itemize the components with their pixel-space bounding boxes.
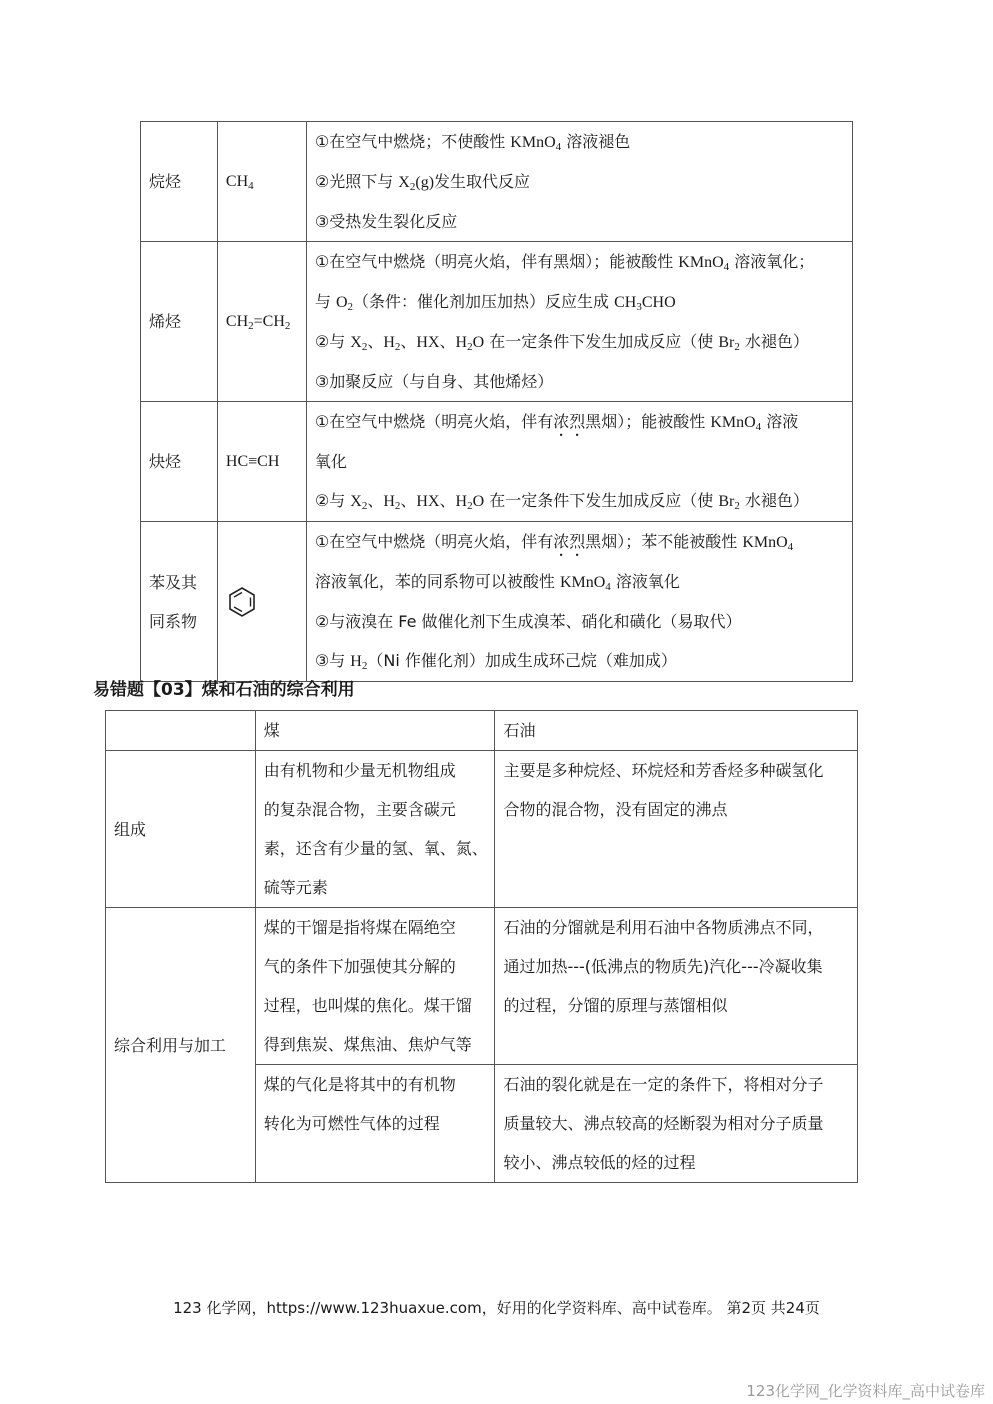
row-formula xyxy=(217,522,306,682)
property-line: ③加聚反应（与自身、其他烯烃） xyxy=(314,372,554,391)
row-name: 烯烃 xyxy=(141,242,218,402)
coal-processing-gasification: 煤的气化是将其中的有机物 转化为可燃性气体的过程 xyxy=(255,1065,495,1183)
table-row xyxy=(106,751,858,908)
table-header-row xyxy=(106,711,858,751)
row-properties xyxy=(306,522,852,682)
table-row xyxy=(106,908,858,1065)
row-label-composition: 组成 xyxy=(106,751,256,908)
header-cell-empty xyxy=(106,711,256,751)
property-line: ②与 $X_2$、$H_2$、HX、$H_2O$ 在一定条件下发生加成反应（使 $Br_2$ 水褪色） xyxy=(314,491,809,512)
oil-processing-cracking: 石油的裂化就是在一定的条件下，将相对分子 质量较大、沸点较高的烃断裂为相对分子质量 较小、沸点较低的烃的过程 xyxy=(495,1065,858,1183)
benzene-ring-icon xyxy=(226,586,258,618)
property-line: ③受热发生裂化反应 xyxy=(314,212,458,231)
row-formula: $CH_4$ xyxy=(217,122,306,242)
hydrocarbon-properties-table xyxy=(140,121,853,682)
row-formula: HC≡CH xyxy=(217,402,306,522)
table-row xyxy=(141,402,853,522)
table-row xyxy=(141,242,853,402)
row-formula: $CH_2=CH_2$ xyxy=(217,242,306,402)
property-line: 与 $O_2$（条件：催化剂加压加热）反应生成 $CH_3CHO$ xyxy=(314,292,676,313)
coal-processing-distillation: 煤的干馏是指将煤在隔绝空 气的条件下加强使其分解的 过程，也叫煤的焦化。煤干馏 得到焦炭、煤焦油、焦炉气等 xyxy=(255,908,495,1065)
property-line: ②与 $X_2$、$H_2$、HX、$H_2O$ 在一定条件下发生加成反应（使 $Br_2$ 水褪色） xyxy=(314,332,809,353)
property-line: ③与 $H_2(Ni$ 作催化剂）加成生成环己烷（难加成） xyxy=(314,651,677,672)
row-properties xyxy=(306,242,852,402)
watermark: 123化学网_化学资料库_高中试卷库 xyxy=(746,1382,985,1400)
coal-composition: 由有机物和少量无机物组成 的复杂混合物，主要含碳元 素，还含有少量的氢、氧、氮、 硫等元素 xyxy=(255,751,495,908)
oil-composition: 主要是多种烷烃、环烷烃和芳香烃多种碳氢化 合物的混合物，没有固定的沸点 xyxy=(495,751,858,908)
row-properties xyxy=(306,122,852,242)
oil-processing-fractionation: 石油的分馏就是利用石油中各物质沸点不同， 通过加热---(低沸点的物质先)汽化---冷凝收集 的过程，分馏的原理与蒸馏相似 xyxy=(495,908,858,1065)
row-label-processing: 综合利用与加工 xyxy=(106,908,256,1183)
property-line: ①在空气中燃烧；不使酸性 KMnO$_4$ 溶液褪色 xyxy=(314,132,631,153)
property-line: ①在空气中燃烧（明亮火焰，伴有浓烈黑烟）；苯不能被酸性 KMnO$_4$ xyxy=(314,532,794,553)
row-name: 苯及其 同系物 xyxy=(141,522,218,682)
row-name: 烷烃 xyxy=(141,122,218,242)
property-line: ②与液溴在 Fe 做催化剂下生成溴苯、硝化和磺化（易取代） xyxy=(314,612,742,631)
property-line: ①在空气中燃烧（明亮火焰，伴有黑烟）；能被酸性 KMnO$_4$ 溶液氧化； xyxy=(314,252,815,273)
header-cell-oil: 石油 xyxy=(495,711,858,751)
row-name: 炔烃 xyxy=(141,402,218,522)
row-properties xyxy=(306,402,852,522)
coal-oil-table xyxy=(105,710,858,1183)
property-line: ①在空气中燃烧（明亮火焰，伴有浓烈黑烟）；能被酸性 KMnO$_4$ 溶液 xyxy=(314,412,799,433)
property-line: 溶液氧化，苯的同系物可以被酸性 KMnO$_4$ 溶液氧化 xyxy=(314,572,680,593)
header-cell-coal: 煤 xyxy=(255,711,495,751)
property-line: ②光照下与 $X_2(g)$发生取代反应 xyxy=(314,172,531,193)
page-footer: 123 化学网，https://www.123huaxue.com，好用的化学资料库、高中试卷库。 第2页 共24页 xyxy=(173,1299,820,1317)
table-row xyxy=(141,522,853,682)
property-line: 氧化 xyxy=(314,452,347,471)
table-row xyxy=(141,122,853,242)
section-title: 易错题【03】煤和石油的综合利用 xyxy=(93,680,355,700)
